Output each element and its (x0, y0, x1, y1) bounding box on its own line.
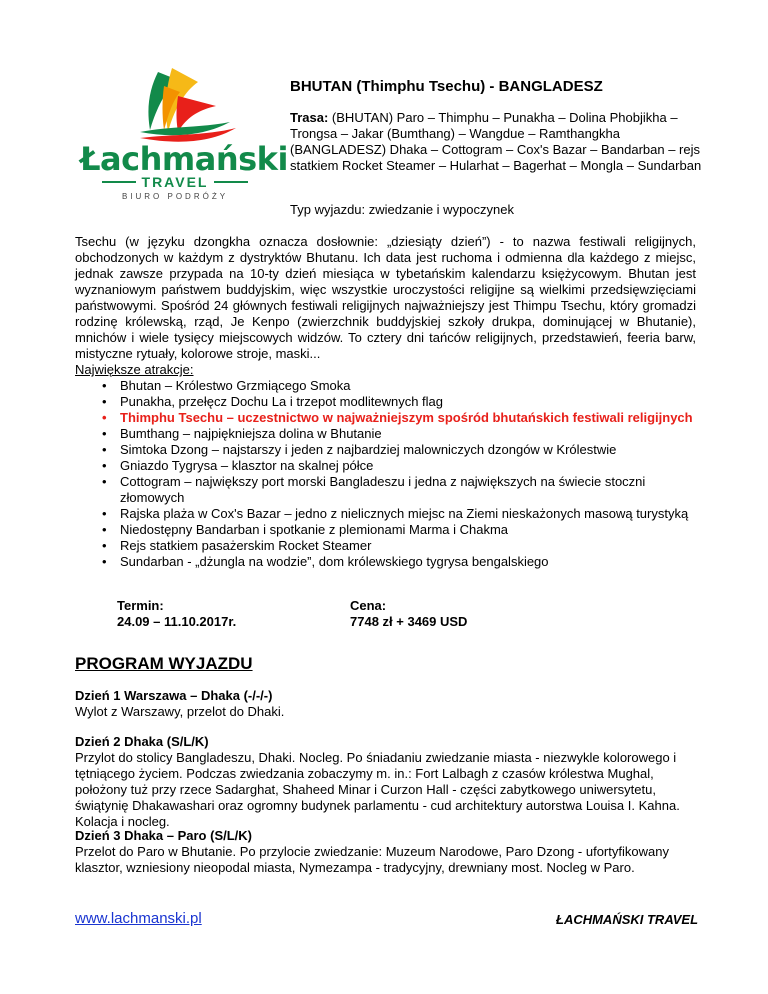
day-title: Dzień 1 Warszawa – Dhaka (-/-/-) (75, 688, 273, 703)
term-value: 24.09 – 11.10.2017r. (117, 614, 237, 629)
attraction-item: • Cottogram – największy port morski Bangladeszu i jedna z największych na świecie stoczni złomowych (75, 474, 696, 506)
attraction-item: • Rejs statkiem pasażerskim Rocket Steamer (75, 538, 696, 554)
attraction-item: • Punakha, przełęcz Dochu La i trzepot modlitewnych flag (75, 394, 696, 410)
day-block (75, 828, 696, 876)
company-logo (80, 66, 288, 201)
attractions-heading: Największe atrakcje: (75, 362, 194, 377)
footer-brand: ŁACHMAŃSKI TRAVEL (556, 912, 699, 927)
term-block (117, 598, 236, 630)
attraction-item-highlighted: • Thimphu Tsechu – uczestnictwo w najważniejszym spośród bhutańskich festiwali religijnych (75, 410, 696, 426)
logo-subtitle: BIURO PODRÓŻY (121, 192, 229, 201)
attraction-item: • Bhutan – Królestwo Grzmiącego Smoka (75, 378, 696, 394)
logo-travel-text: TRAVEL (141, 174, 209, 190)
attraction-item: • Bumthang – najpiękniejsza dolina w Bhutanie (75, 426, 696, 442)
logo-travel-row (80, 174, 270, 190)
logo-line-left (102, 181, 136, 183)
attraction-item: • Niedostępny Bandarban i spotkanie z plemionami Marma i Chakma (75, 522, 696, 538)
day-block (75, 688, 696, 720)
logo-brand-text: Łachmański (80, 140, 288, 178)
price-value: 7748 zł + 3469 USD (350, 614, 468, 629)
attraction-item: • Sundarban - „dżungla na wodzie”, dom królewskiego tygrysa bengalskiego (75, 554, 696, 570)
attraction-item: • Rajska plaża w Cox's Bazar – jedno z nielicznych miejsc na Ziemi nieskażonych masową turystyką (75, 506, 696, 522)
day-block (75, 734, 696, 830)
intro-paragraph: Tsechu (w języku dzongkha oznacza dosłownie: „dziesiąty dzień”) - to nazwa festiwali religijnych, obchodzonych w każdym z dystryktów Bhutanu. Ich data jest ruchoma i odmienna dla każdego z miejsc, jednak zawsze przypada na 10-ty dzień miesiąca w tybetańskim kalendarzu księżycowym. Bhutan jest wyznaniowym państwem buddyjskim, więc wszystkie uroczystości religijne są wielkimi przedsięwzięciami państwowymi. Spośród 24 głównych festiwali religijnych najważniejszy jest Thimpu Tsechu, który gromadzi rodzinę królewską, rząd, Je Kenpo (zwierzchnik buddyjskiej szkoły drukpa, dominującej w Bhutanie), mnichów i wiele tysięcy miejscowych widzów. To cztery dni tańców religijnych, przedstawień, feeria barw, mistyczne rytuały, kolorowe stroje, maski... (75, 234, 696, 361)
price-label: Cena: (350, 598, 387, 613)
trip-type: Typ wyjazdu: zwiedzanie i wypoczynek (290, 202, 514, 217)
day-text: Przelot do Paro w Bhutanie. Po przylocie zwiedzanie: Muzeum Narodowe, Paro Dzong - ufortyfikowany klasztor, wzniesiony nieopodal miasta, Nymezampa - tradycyjny, drewniany most. Nocleg w Paro. (75, 844, 669, 875)
route-paragraph (290, 110, 710, 174)
day-title: Dzień 3 Dhaka – Paro (S/L/K) (75, 828, 252, 843)
attraction-item: • Gniazdo Tygrysa – klasztor na skalnej półce (75, 458, 696, 474)
page-title: BHUTAN (Thimphu Tsechu) - BANGLADESZ (290, 78, 603, 95)
attraction-item: • Simtoka Dzong – najstarszy i jeden z najbardziej malowniczych dzongów w Królestwie (75, 442, 696, 458)
attractions-list (75, 378, 696, 570)
term-label: Termin: (117, 598, 164, 613)
website-link[interactable]: www.lachmanski.pl (75, 910, 202, 927)
sail-logo-icon (80, 66, 270, 146)
day-text: Przylot do stolicy Bangladeszu, Dhaki. Nocleg. Po śniadaniu zwiedzanie miasta - niezwykle kolorowego i tętniącego życiem. Podczas zwiedzania zobaczymy m. in.: Fort Lalbagh z czasów królestwa Mughal, położony tuż przy rzece Sadarghat, Shaheed Minar i Curzon Hall - części zabytkowego uniwersytetu, świątynię Dhakawashari oraz ogromny budynek parlamentu - cud architektury autorstwa Louisa I. Kahna. Kolacja i nocleg. (75, 750, 680, 829)
day-text: Wylot z Warszawy, przelot do Dhaki. (75, 704, 285, 719)
day-title: Dzień 2 Dhaka (S/L/K) (75, 734, 209, 749)
logo-line-right (214, 181, 248, 183)
program-heading: PROGRAM WYJAZDU (75, 654, 253, 673)
route-label: Trasa: (290, 110, 329, 125)
route-text: (BHUTAN) Paro – Thimphu – Punakha – Dolina Phobjikha – Trongsa – Jakar (Bumthang) – Wangdue – Ramthangkha (BANGLADESZ) Dhaka – Cottogram – Cox's Bazar – Bandarban – rejs statkiem Rocket Steamer – Hularhat – Bagerhat – Mongla – Sundarban (290, 110, 702, 173)
price-block (350, 598, 467, 630)
